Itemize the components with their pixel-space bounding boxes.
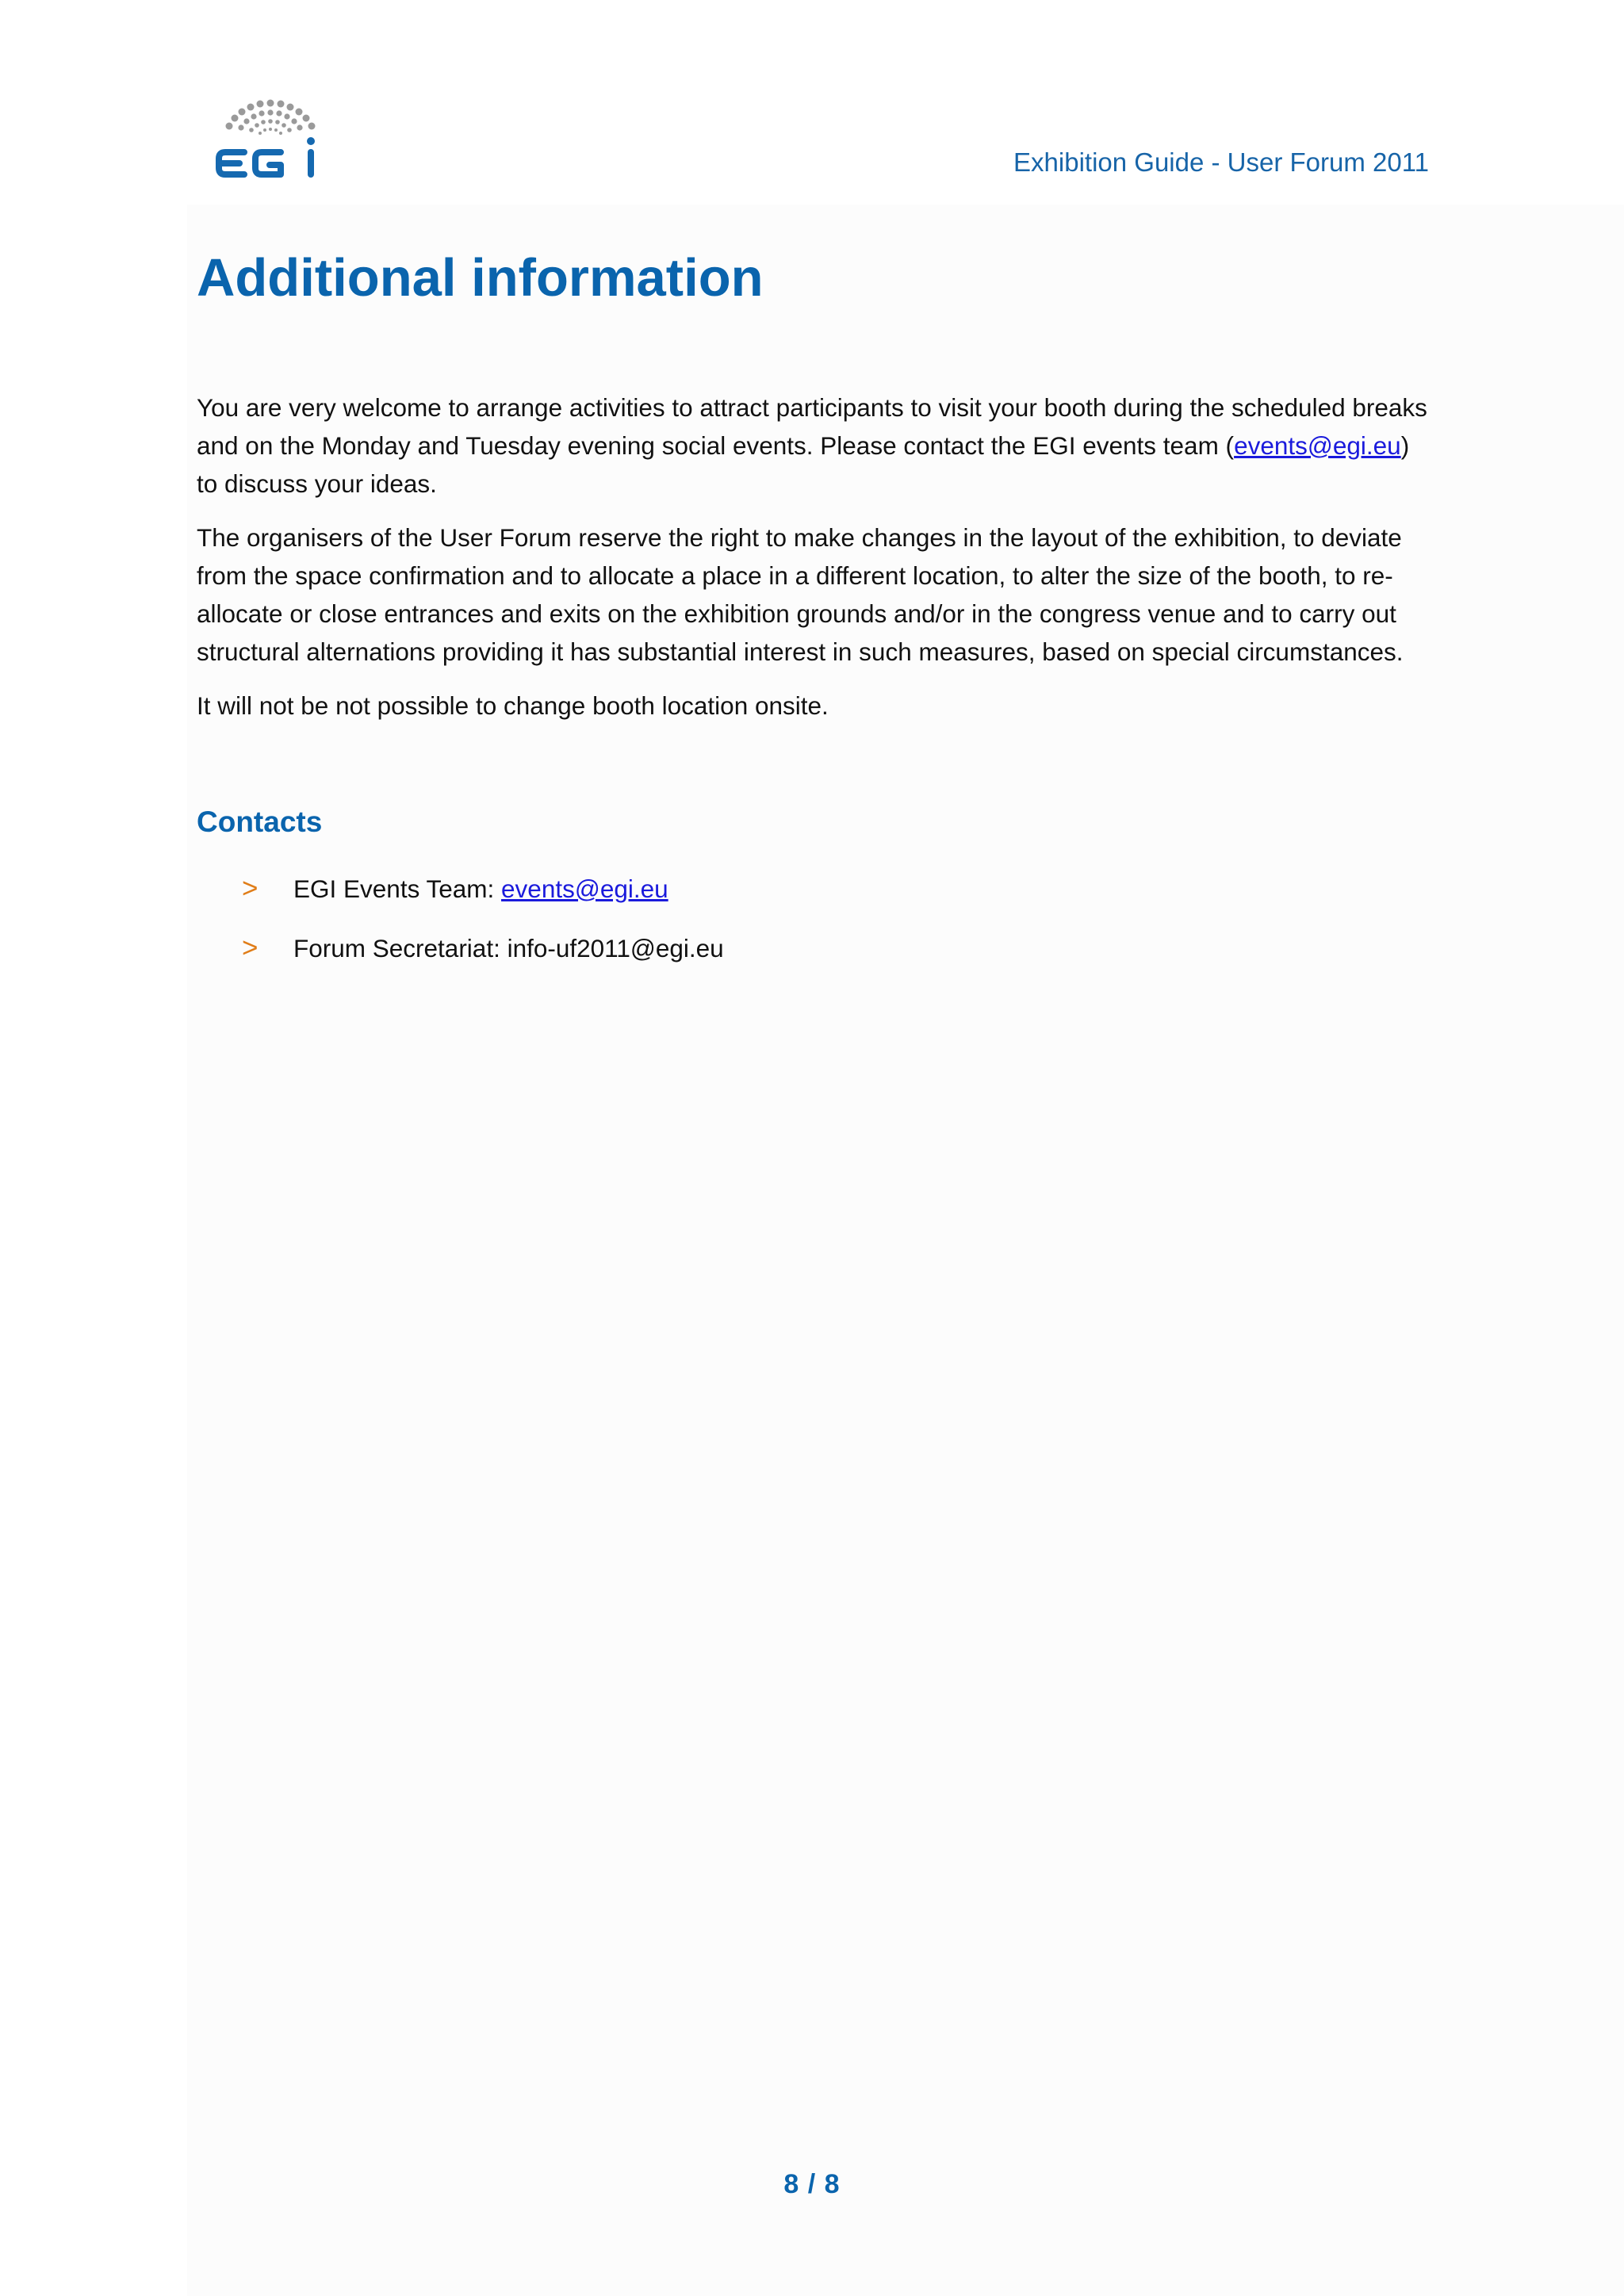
- body-text: [197, 388, 1434, 740]
- events-email-link[interactable]: events@egi.eu: [1234, 431, 1401, 460]
- paragraph-organisers: The organisers of the User Forum reserve the right to make changes in the layout of the exhibition, to deviate from the space confirmation and to allocate a place in a different location, to alter the size of the booth, to re-allocate or close entrances and exits on the exhibition grounds and/or in the congress venue and to carry out structural alternations providing it has substantial interest in such measures, based on special circumstances.: [197, 523, 1404, 666]
- contact-events-team-text: [293, 867, 668, 910]
- chevron-right-icon: >: [242, 873, 259, 904]
- egi-logo: [214, 94, 327, 182]
- forum-secretariat-email: info-uf2011@egi.eu: [507, 934, 724, 962]
- paragraph-booth-location: It will not be not possible to change booth location onsite.: [197, 691, 829, 720]
- events-team-email-link[interactable]: events@egi.eu: [501, 874, 668, 903]
- paragraph-activities-text: You are very welcome to arrange activities to attract participants to visit your booth during the scheduled breaks and on the Monday and Tuesday evening social events. Please contact the EGI events team (: [197, 393, 1427, 460]
- page-title: Additional information: [197, 248, 764, 308]
- contact-forum-secretariat-text: [293, 927, 724, 970]
- contact-label: Forum Secretariat:: [293, 934, 508, 962]
- chevron-right-icon: >: [242, 932, 259, 963]
- contacts-heading: Contacts: [197, 806, 323, 838]
- paragraph-activities-text-end: ) to discuss your ideas.: [197, 431, 1410, 498]
- contact-label: EGI Events Team:: [293, 874, 502, 903]
- page-number: 8 / 8: [783, 2169, 841, 2199]
- document-header-title: Exhibition Guide - User Forum 2011: [1013, 147, 1429, 177]
- paragraph-activities: [197, 388, 1434, 503]
